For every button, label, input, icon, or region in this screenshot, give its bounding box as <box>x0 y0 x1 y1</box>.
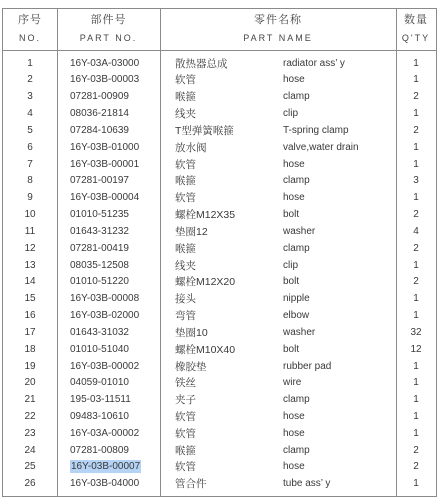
part-no: 07281-00197 <box>70 175 129 187</box>
row-no: 20 <box>24 377 36 389</box>
row-no-cell <box>3 224 57 241</box>
header-no-cn: 序号 <box>18 14 42 26</box>
qty-cell <box>396 157 436 174</box>
table-row <box>3 291 436 308</box>
header-part-no-cn: 部件号 <box>90 14 127 26</box>
qty-cell <box>396 106 436 123</box>
row-no: 25 <box>24 461 36 473</box>
part-no-cell <box>57 342 160 359</box>
part-name-en: clamp <box>283 444 310 456</box>
part-no-cell <box>57 409 160 426</box>
part-name-en: clamp <box>283 394 310 406</box>
table-row <box>3 190 436 207</box>
qty-cell <box>396 291 436 308</box>
part-name-cell <box>160 72 396 89</box>
qty: 1 <box>413 74 419 86</box>
part-no-cell <box>57 123 160 140</box>
part-name-en: washer <box>283 225 316 237</box>
qty-cell <box>396 459 436 476</box>
row-no-cell <box>3 123 57 140</box>
part-name-cell <box>160 157 396 174</box>
qty: 1 <box>413 310 419 322</box>
part-no-cell <box>57 426 160 443</box>
part-name-cn: 弯管 <box>175 310 196 323</box>
part-name-cn: 喉箍 <box>175 242 196 255</box>
row-no-cell <box>3 56 57 73</box>
qty-cell <box>396 342 436 359</box>
row-no-cell <box>3 359 57 376</box>
row-no: 23 <box>24 427 36 439</box>
qty-cell <box>396 274 436 291</box>
qty: 1 <box>413 259 419 271</box>
header-part-no-en: PART NO. <box>79 33 138 43</box>
row-no-cell <box>3 157 57 174</box>
qty: 1 <box>413 377 419 389</box>
row-no-cell <box>3 89 57 106</box>
row-no-cell <box>3 459 57 476</box>
part-no-cell <box>57 140 160 157</box>
part-name-cn: 橡胶垫 <box>175 360 207 373</box>
part-name-cell <box>160 106 396 123</box>
part-no: 04059-01010 <box>70 377 129 389</box>
part-no-cell <box>57 241 160 258</box>
part-name-cell <box>160 426 396 443</box>
part-name-en: bolt <box>283 343 300 355</box>
header-no-en: NO. <box>18 33 41 43</box>
table-row <box>3 359 436 376</box>
qty-cell <box>396 409 436 426</box>
table-row <box>3 207 436 224</box>
part-name-cn: 线夹 <box>175 259 196 272</box>
qty: 1 <box>413 108 419 120</box>
qty: 12 <box>410 343 422 355</box>
part-no: 01010-51040 <box>70 343 129 355</box>
qty-cell <box>396 476 436 493</box>
part-no-cell <box>57 173 160 190</box>
row-no: 14 <box>24 276 36 288</box>
row-no-cell <box>3 241 57 258</box>
qty: 1 <box>413 57 419 69</box>
table-row <box>3 224 436 241</box>
qty: 1 <box>413 478 419 490</box>
part-name-en: clamp <box>283 91 310 103</box>
table-row <box>3 173 436 190</box>
part-name-cell <box>160 224 396 241</box>
part-name-cell <box>160 207 396 224</box>
part-name-cn: 放水阀 <box>175 141 207 154</box>
header-part-name-en: PART NAME <box>243 33 313 43</box>
header-qty <box>396 9 436 50</box>
table-row <box>3 459 436 476</box>
qty-cell <box>396 72 436 89</box>
qty: 1 <box>413 141 419 153</box>
part-no-cell <box>57 274 160 291</box>
table-row <box>3 241 436 258</box>
part-name-cell <box>160 140 396 157</box>
part-name-en: hose <box>283 158 305 170</box>
part-name-cell <box>160 359 396 376</box>
part-no-cell <box>57 443 160 460</box>
qty-cell <box>396 224 436 241</box>
row-no: 11 <box>24 225 36 237</box>
header-qty-cn: 数量 <box>404 14 428 26</box>
part-name-en: rubber pad <box>283 360 332 372</box>
part-no-cell <box>57 157 160 174</box>
qty: 1 <box>413 410 419 422</box>
table-row <box>3 426 436 443</box>
part-no: 07284-10639 <box>70 124 129 136</box>
qty: 1 <box>413 394 419 406</box>
part-name-cell <box>160 274 396 291</box>
qty: 1 <box>413 293 419 305</box>
qty-cell <box>396 308 436 325</box>
qty: 2 <box>413 209 419 221</box>
table-row <box>3 89 436 106</box>
row-no: 15 <box>24 293 36 305</box>
table-header <box>3 9 436 51</box>
table-row <box>3 123 436 140</box>
part-name-cn: 软管 <box>175 192 196 205</box>
row-no-cell <box>3 409 57 426</box>
part-name-cell <box>160 342 396 359</box>
table-row <box>3 392 436 409</box>
part-name-cell <box>160 459 396 476</box>
part-name-cell <box>160 123 396 140</box>
part-name-en: hose <box>283 427 305 439</box>
part-no: 195-03-11511 <box>70 394 131 406</box>
part-no: 16Y-03B-00008 <box>70 293 140 305</box>
row-no-cell <box>3 342 57 359</box>
qty-cell <box>396 325 436 342</box>
row-no-cell <box>3 72 57 89</box>
qty: 2 <box>413 124 419 136</box>
part-no: 09483-10610 <box>70 410 129 422</box>
part-name-en: clamp <box>283 242 310 254</box>
row-no-cell <box>3 325 57 342</box>
part-name-cell <box>160 409 396 426</box>
part-name-cell <box>160 56 396 73</box>
part-name-en: nipple <box>283 293 310 305</box>
part-no-cell <box>57 476 160 493</box>
qty-cell <box>396 258 436 275</box>
header-qty-en: Q'TY <box>401 33 431 43</box>
row-no: 19 <box>24 360 36 372</box>
row-no: 16 <box>24 310 36 322</box>
part-name-en: valve,water drain <box>283 141 359 153</box>
part-name-cn: 喉箍 <box>175 444 196 457</box>
qty: 2 <box>413 444 419 456</box>
table-row <box>3 342 436 359</box>
part-name-cn: 喉箍 <box>175 91 196 104</box>
row-no-cell <box>3 291 57 308</box>
table-row <box>3 72 436 89</box>
row-no: 3 <box>27 91 33 103</box>
part-name-en: clip <box>283 108 299 120</box>
row-no: 5 <box>27 124 33 136</box>
row-no: 1 <box>27 57 33 69</box>
part-name-cell <box>160 476 396 493</box>
part-no: 16Y-03B-02000 <box>70 310 140 322</box>
row-no-cell <box>3 207 57 224</box>
qty-cell <box>396 207 436 224</box>
part-name-cn: 软管 <box>175 74 196 87</box>
qty: 4 <box>413 225 419 237</box>
part-name-cell <box>160 443 396 460</box>
qty-cell <box>396 426 436 443</box>
part-name-cn: 螺栓M12X20 <box>175 276 236 289</box>
part-name-cell <box>160 190 396 207</box>
part-no: 07281-00909 <box>70 91 129 103</box>
table-row <box>3 476 436 493</box>
part-name-cell <box>160 392 396 409</box>
part-name-cell <box>160 291 396 308</box>
part-no: 16Y-03B-00002 <box>70 360 140 372</box>
table-row <box>3 443 436 460</box>
row-no-cell <box>3 443 57 460</box>
row-no: 21 <box>24 394 36 406</box>
part-name-cell <box>160 325 396 342</box>
qty: 2 <box>413 461 419 473</box>
part-no: 07281-00419 <box>70 242 129 254</box>
qty-cell <box>396 190 436 207</box>
row-no-cell <box>3 476 57 493</box>
part-name-cn: 喉箍 <box>175 175 196 188</box>
part-name-cn: 夹子 <box>175 394 196 407</box>
part-no-cell <box>57 459 160 476</box>
part-name-en: wire <box>283 377 302 389</box>
row-no: 7 <box>27 158 33 170</box>
part-no-cell <box>57 359 160 376</box>
part-no: 01643-31232 <box>70 225 129 237</box>
row-no: 13 <box>24 259 36 271</box>
part-name-cell <box>160 258 396 275</box>
part-name-cn: 软管 <box>175 410 196 423</box>
part-name-cn: 螺栓M10X40 <box>175 343 236 356</box>
part-name-en: T-spring clamp <box>283 124 349 136</box>
row-no-cell <box>3 274 57 291</box>
part-no: 01010-51220 <box>70 276 129 288</box>
part-name-en: hose <box>283 74 305 86</box>
table-row <box>3 140 436 157</box>
part-no-cell <box>57 308 160 325</box>
row-no: 24 <box>24 444 36 456</box>
qty-cell <box>396 375 436 392</box>
part-no-cell <box>57 56 160 73</box>
qty: 1 <box>413 192 419 204</box>
part-name-en: radiator ass’ y <box>283 57 345 69</box>
row-no-cell <box>3 140 57 157</box>
header-part-name-cn: 零件名称 <box>254 14 302 26</box>
table-body <box>3 51 436 493</box>
header-part-name <box>160 9 396 50</box>
part-name-cn: 螺栓M12X35 <box>175 209 236 222</box>
part-name-en: hose <box>283 192 305 204</box>
part-no-cell <box>57 258 160 275</box>
part-name-cn: 铁丝 <box>175 377 196 390</box>
part-no-cell <box>57 207 160 224</box>
qty-cell <box>396 443 436 460</box>
part-no: 08036-21814 <box>70 108 129 120</box>
part-name-cn: 垫圈12 <box>175 225 208 238</box>
part-no: 01643-31032 <box>70 326 129 338</box>
part-no-cell <box>57 190 160 207</box>
part-no: 16Y-03B-01000 <box>70 141 140 153</box>
part-name-en: hose <box>283 410 305 422</box>
qty-cell <box>396 241 436 258</box>
header-part-no <box>57 9 160 50</box>
part-no: 16Y-03B-00001 <box>70 158 140 170</box>
table-row <box>3 56 436 73</box>
part-name-cn: T型弹簧喉箍 <box>175 124 234 137</box>
part-no-cell <box>57 106 160 123</box>
row-no-cell <box>3 173 57 190</box>
qty-cell <box>396 123 436 140</box>
table-row <box>3 106 436 123</box>
header-no <box>3 9 57 50</box>
qty: 3 <box>413 175 419 187</box>
part-no-cell <box>57 89 160 106</box>
part-name-cn: 垫圈10 <box>175 326 208 339</box>
part-name-cn: 软管 <box>175 427 196 440</box>
qty-cell <box>396 89 436 106</box>
row-no-cell <box>3 308 57 325</box>
table-row <box>3 308 436 325</box>
row-no-cell <box>3 426 57 443</box>
part-no-cell <box>57 72 160 89</box>
part-name-cell <box>160 173 396 190</box>
qty: 1 <box>413 427 419 439</box>
qty: 1 <box>413 360 419 372</box>
row-no: 4 <box>27 108 33 120</box>
table-row <box>3 409 436 426</box>
part-no: 16Y-03A-03000 <box>70 57 140 69</box>
part-name-cn: 线夹 <box>175 108 196 121</box>
part-name-cell <box>160 241 396 258</box>
part-name-cell <box>160 375 396 392</box>
part-name-en: tube ass’ y <box>283 478 331 490</box>
part-name-cn: 散热器总成 <box>175 57 228 70</box>
qty: 2 <box>413 242 419 254</box>
parts-table <box>2 8 437 497</box>
part-name-cn: 管合件 <box>175 478 207 491</box>
part-no: 01010-51235 <box>70 209 129 221</box>
row-no: 18 <box>24 343 36 355</box>
part-name-cell <box>160 308 396 325</box>
part-name-cn: 软管 <box>175 158 196 171</box>
part-name-en: hose <box>283 461 305 473</box>
part-no-cell <box>57 325 160 342</box>
part-name-en: bolt <box>283 209 300 221</box>
table-row <box>3 258 436 275</box>
qty: 1 <box>413 158 419 170</box>
table-row <box>3 274 436 291</box>
qty-cell <box>396 392 436 409</box>
row-no-cell <box>3 392 57 409</box>
part-name-en: clip <box>283 259 299 271</box>
part-no: 16Y-03B-00003 <box>70 74 140 86</box>
part-no-cell <box>57 291 160 308</box>
row-no-cell <box>3 190 57 207</box>
row-no: 12 <box>24 242 36 254</box>
qty-cell <box>396 173 436 190</box>
part-name-en: clamp <box>283 175 310 187</box>
part-no: 16Y-03A-00002 <box>70 427 140 439</box>
part-no: 07281-00809 <box>70 444 129 456</box>
part-name-en: bolt <box>283 276 300 288</box>
part-no-cell <box>57 224 160 241</box>
row-no: 6 <box>27 141 33 153</box>
part-name-en: washer <box>283 326 316 338</box>
part-no: 16Y-03B-00004 <box>70 192 140 204</box>
row-no: 22 <box>24 410 36 422</box>
qty-cell <box>396 140 436 157</box>
row-no: 2 <box>27 74 33 86</box>
qty: 32 <box>410 326 422 338</box>
qty-cell <box>396 359 436 376</box>
part-name-cn: 软管 <box>175 461 196 474</box>
table-row <box>3 325 436 342</box>
row-no-cell <box>3 375 57 392</box>
row-no: 9 <box>27 192 33 204</box>
part-name-cell <box>160 89 396 106</box>
qty: 2 <box>413 276 419 288</box>
qty-cell <box>396 56 436 73</box>
part-name-en: elbow <box>283 310 310 322</box>
part-no: 16Y-03B-04000 <box>70 478 140 490</box>
row-no-cell <box>3 106 57 123</box>
part-name-cn: 接头 <box>175 293 196 306</box>
qty: 2 <box>413 91 419 103</box>
table-row <box>3 157 436 174</box>
part-no-cell <box>57 392 160 409</box>
table-row <box>3 375 436 392</box>
part-no: 08035-12508 <box>70 259 129 271</box>
part-no-cell <box>57 375 160 392</box>
row-no-cell <box>3 258 57 275</box>
part-no: 16Y-03B-00007 <box>71 461 141 473</box>
row-no: 8 <box>27 175 33 187</box>
row-no: 10 <box>24 209 36 221</box>
row-no: 17 <box>24 326 36 338</box>
row-no: 26 <box>24 478 36 490</box>
